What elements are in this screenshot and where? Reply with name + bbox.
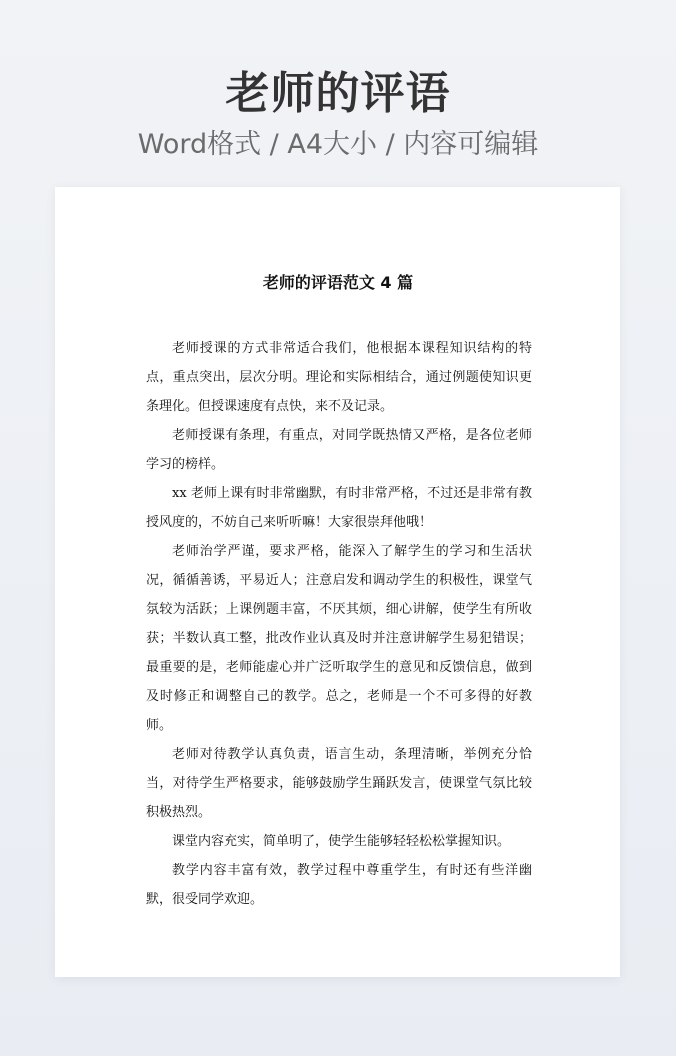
paragraph: 老师对待教学认真负责，语言生动，条理清晰，举例充分恰当，对待学生严格要求，能够鼓励学生踊跃发言，使课堂气氛比较积极热烈。 xyxy=(146,747,532,820)
paragraph: 课堂内容充实，简单明了，使学生能够轻轻松松掌握知识。 xyxy=(172,834,511,849)
paragraph: 老师授课有条理，有重点，对同学既热情又严格，是各位老师学习的榜样。 xyxy=(146,428,532,472)
paragraph: 老师治学严谨，要求严格，能深入了解学生的学习和生活状况，循循善诱，平易近人；注意启发和调动学生的积极性，课堂气氛较为活跃；上课例题丰富，不厌其烦，细心讲解，使学生有所收获；半数认真工整，批改作业认真及时并注意讲解学生易犯错误；最重要的是，老师能虚心并广泛听取学生的意见和反馈信息，做到及时修正和调整自己的教学。总之，老师是一个不可多得的好教师。 xyxy=(146,544,532,733)
paragraph: 老师授课的方式非常适合我们，他根据本课程知识结构的特点，重点突出，层次分明。理论和实际相结合，通过例题使知识更条理化。但授课速度有点快，来不及记录。 xyxy=(146,341,532,414)
document-body xyxy=(146,334,532,914)
header xyxy=(0,62,676,164)
paragraph: 教学内容丰富有效，教学过程中尊重学生，有时还有些洋幽默，很受同学欢迎。 xyxy=(146,863,532,907)
document-title: 老师的评语范文 4 篇 xyxy=(262,273,414,292)
paragraph: xx 老师上课有时非常幽默，有时非常严格，不过还是非常有教授风度的，不妨自己来听听嘛！大家很崇拜他哦！ xyxy=(146,486,532,530)
page-title: 老师的评语 xyxy=(225,68,451,119)
page-subtitle: Word格式 / A4大小 / 内容可编辑 xyxy=(137,129,539,160)
